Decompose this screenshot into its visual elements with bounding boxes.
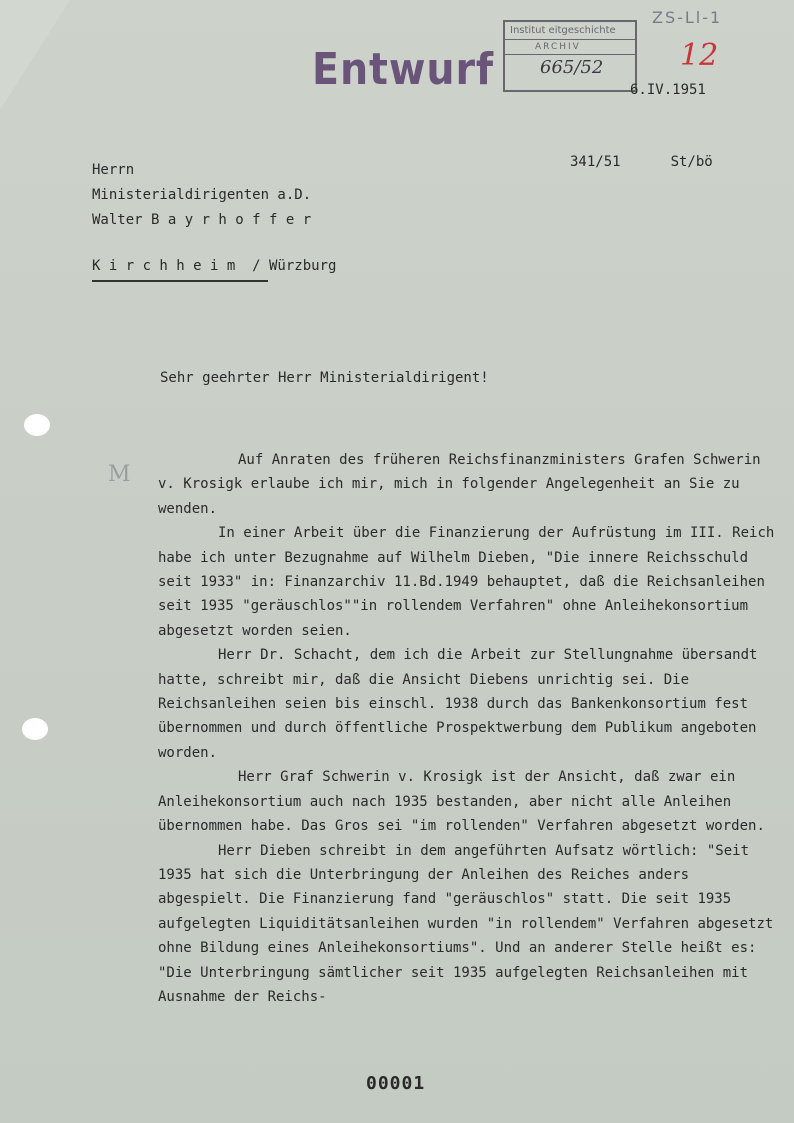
archive-reference: ZS-Ll-1 xyxy=(652,8,723,27)
body-paragraph: Herr Graf Schwerin v. Krosigk ist der Ansicht, daß zwar ein Anleihekonsortium auch nach 1935 bestanden, aber nicht alle Anleihen übernommen habe. Das Gros sei "im rollenden" Verfahren abgesetzt worden. xyxy=(158,769,765,835)
punch-hole-top xyxy=(24,414,50,436)
archive-stamp-institute: Institut eitgeschichte xyxy=(505,22,635,40)
address-line: Ministerialdirigenten a.D. xyxy=(92,187,312,203)
recipient-place: K i r c h h e i m / Würzburg xyxy=(92,258,337,274)
file-reference xyxy=(570,154,763,170)
salutation: Sehr geehrter Herr Ministerialdirigent! xyxy=(160,370,489,386)
punch-hole-bottom xyxy=(22,718,48,740)
folded-corner xyxy=(0,0,70,110)
file-number: 341/51 xyxy=(570,154,621,170)
body-paragraph: Auf Anraten des früheren Reichsfinanzministers Grafen Schwerin v. Krosigk erlaube ich mir, mich in folgender Angelegenheit an Sie zu wenden. xyxy=(158,452,761,517)
letter-date: 6.IV.1951 xyxy=(630,82,706,98)
letter-body xyxy=(158,448,778,1009)
archive-stamp-number: 665/52 xyxy=(540,57,604,78)
address-line: Walter B a y r h o f f e r xyxy=(92,212,312,228)
place-underline xyxy=(92,280,268,282)
sheet-number: 00001 xyxy=(366,1073,426,1094)
pencil-margin-note: M xyxy=(108,462,131,487)
recipient-address xyxy=(92,158,311,233)
address-line: Herrn xyxy=(92,162,135,178)
body-paragraph: Herr Dr. Schacht, dem ich die Arbeit zur Stellungnahme übersandt hatte, schreibt mir, daß die Ansicht Diebens unrichtig sei. Die Reichsanleihen seien bis einschl. 1938 durch das Bankenkonsortium fest übernommen und durch öffentliche Prospektwerbung dem Publikum angeboten worden. xyxy=(158,647,758,761)
archive-stamp xyxy=(503,20,637,92)
draft-stamp: Entwurf xyxy=(312,44,495,95)
body-paragraph: In einer Arbeit über die Finanzierung der Aufrüstung im III. Reich habe ich unter Bezugnahme auf Wilhelm Dieben, "Die innere Reichsschuld seit 1933" in: Finanzarchiv 11.Bd.1949 behauptet, daß die Reichsanleihen seit 1935 "geräuschlos""in rollendem Verfahren" ohne Anleihekonsortium abgesetzt worden seien. xyxy=(158,525,775,639)
body-paragraph: Herr Dieben schreibt in dem angeführten Aufsatz wörtlich: "Seit 1935 hat sich die Unterbringung der Anleihen des Reiches anders abgespielt. Die Finanzierung fand "geräuschlos" statt. Die seit 1935 aufgelegten Liquiditätsanleihen wurden "in rollendem" Verfahren abgesetzt ohne Bildung eines Anleihekonsortiums". Und an anderer Stelle heißt es: "Die Unterbringung sämtlicher seit 1935 aufgelegten Reichsanleihen mit Ausnahme der Reichs- xyxy=(158,842,774,1005)
red-page-number: 12 xyxy=(680,38,719,73)
typist-initials: St/bö xyxy=(670,154,713,170)
archive-stamp-archive: ARCHIV xyxy=(505,40,635,55)
